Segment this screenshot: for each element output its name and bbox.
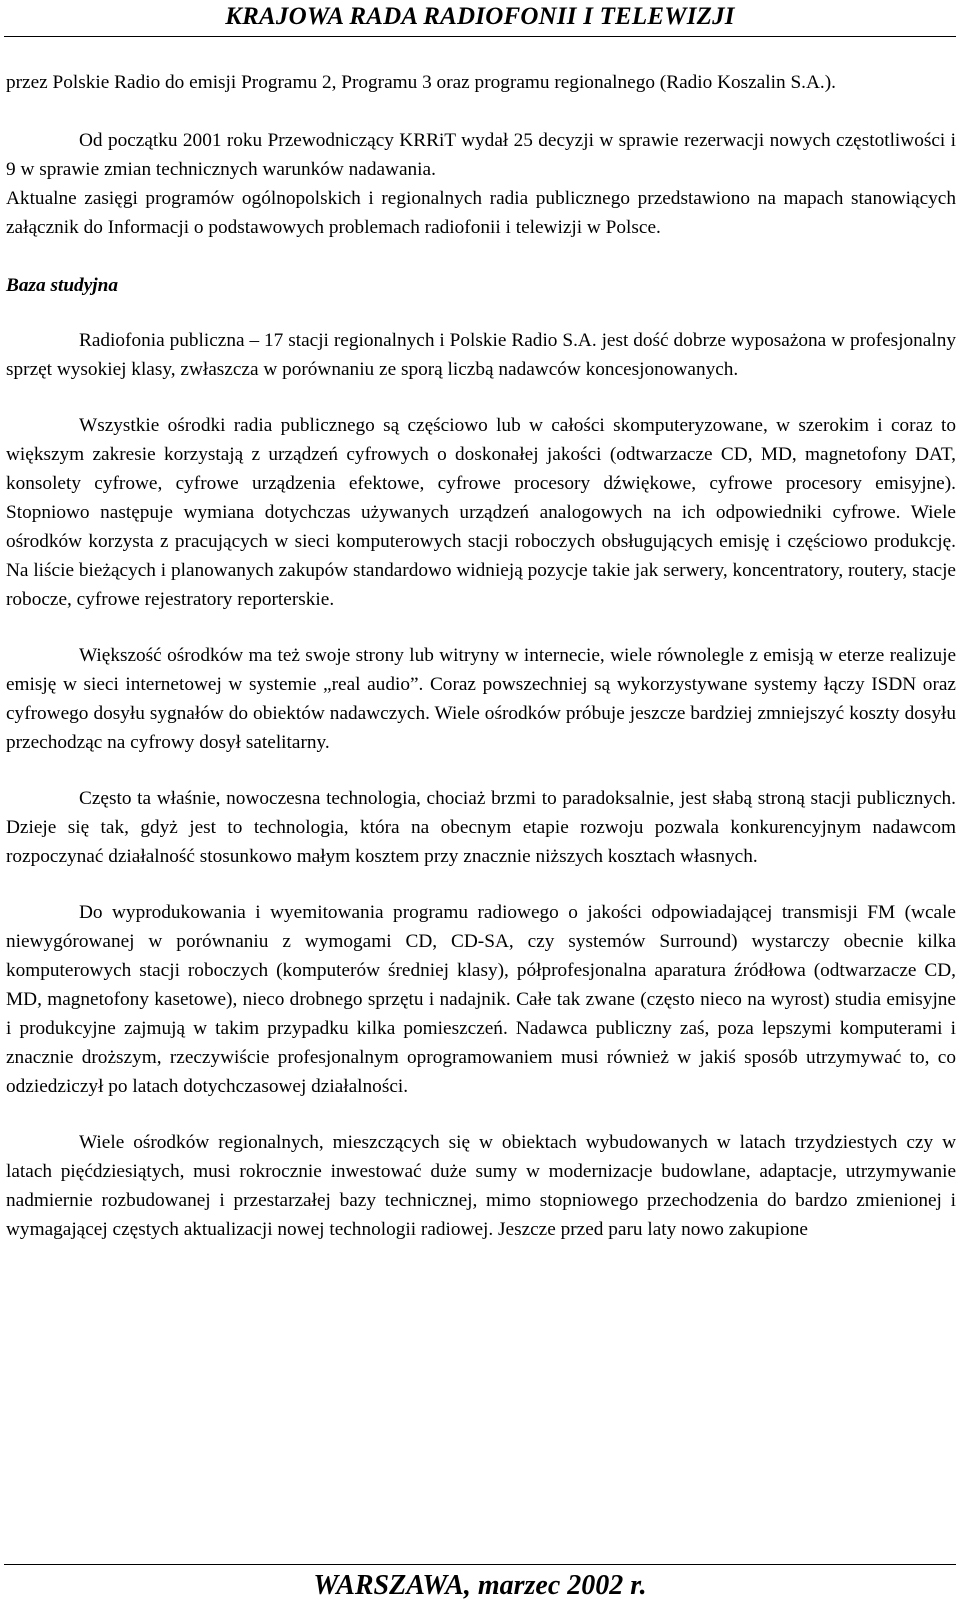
section-heading: Baza studyjna bbox=[6, 275, 118, 296]
paragraph-technology: Często ta właśnie, nowoczesna technologia, chociaż brzmi to paradoksalnie, jest słabą stroną stacji publicznych. Dzieje się tak, gdyż jest to technologia, która na obecnym etapie rozwoju pozwala konkurencyjnym nadawcom rozpoczynać działalność stosunkowo małym kosztem przy znacznie niższych kosztach własnych. bbox=[6, 788, 956, 867]
page-footer: WARSZAWA, marzec 2002 r. bbox=[313, 1570, 647, 1601]
paragraph-coverage-maps: Aktualne zasięgi programów ogólnopolskich i regionalnych radia publicznego przedstawiono na mapach stanowiących załącznik do Informacji o podstawowych problemach radiofonii i telewizji w Polsce. bbox=[6, 188, 956, 238]
paragraph-decisions: Od początku 2001 roku Przewodniczący KRRiT wydał 25 decyzji w sprawie rezerwacji nowych częstotliwości i 9 w sprawie zmian technicznych warunków nadawania. bbox=[6, 130, 956, 180]
header-divider bbox=[4, 36, 956, 37]
page-header: KRAJOWA RADA RADIOFONII I TELEWIZJI bbox=[225, 3, 735, 30]
paragraph-regional-centres: Wiele ośrodków regionalnych, mieszczących się w obiektach wybudowanych w latach trzydziestych czy w latach pięćdziesiątych, musi rokrocznie inwestować duże sumy w modernizacje budowlane, adaptacje, utrzymywanie nadmiernie rozbudowanej i przestarzałej bazy technicznej, mimo stopniowego przechodzenia do bardzo zmienionej i wymagającej częstych aktualizacji nowej technologii radiowej. Jeszcze przed paru laty nowo zakupione bbox=[6, 1132, 956, 1240]
paragraph-internet: Większość ośrodków ma też swoje strony lub witryny w internecie, wiele równolegle z emisją w eterze realizuje emisję w sieci internetowej w systemie „real audio”. Coraz powszechniej są wykorzystywane systemy łączy ISDN oraz cyfrowego dosyłu sygnałów do obiektów nadawczych. Wiele ośrodków próbuje jeszcze bardziej zmniejszyć koszty dosyłu przechodząc na cyfrowy dosył satelitarny. bbox=[6, 645, 956, 753]
paragraph-computerization: Wszystkie ośrodki radia publicznego są częściowo lub w całości skomputeryzowane, w szerokim i coraz to większym zakresie korzystają z urządzeń cyfrowych o doskonałej jakości (odtwarzacze CD, MD, magnetofony DAT, konsolety cyfrowe, cyfrowe urządzenia efektowe, cyfrowe procesory dźwiękowe, cyfrowe procesory emisyjne). Stopniowo następuje wymiana dotychczas używanych urządzeń analogowych na ich odpowiedniki cyfrowe. Wiele ośrodków korzysta z pracujących w sieci komputerowych stacji roboczych obsługujących emisję i częściowo produkcję. Na liście bieżących i planowanych zakupów standardowo widnieją pozycje takie jak serwery, koncentratory, routery, stacje robocze, cyfrowe rejestratory reporterskie. bbox=[6, 415, 956, 610]
document-body bbox=[6, 68, 956, 1271]
footer-divider bbox=[4, 1564, 956, 1565]
paragraph-continuation: przez Polskie Radio do emisji Programu 2, Programu 3 oraz programu regionalnego (Radio Koszalin S.A.). bbox=[6, 72, 836, 93]
paragraph-public-radio: Radiofonia publiczna – 17 stacji regionalnych i Polskie Radio S.A. jest dość dobrze wyposażona w profesjonalny sprzęt wysokiej klasy, zwłaszcza w porównaniu ze sporą liczbą nadawców koncesjonowanych. bbox=[6, 330, 956, 380]
paragraph-production-costs: Do wyprodukowania i wyemitowania programu radiowego o jakości odpowiadającej transmisji FM (wcale niewygórowanej w porównaniu z wymogami CD, CD-SA, czy systemów Surround) wystarczy obecnie kilka komputerowych stacji roboczych (komputerów średniej klasy), półprofesjonalna aparatura źródłowa (odtwarzacze CD, MD, magnetofony kasetowe), nieco drobnego sprzętu i nadajnik. Całe tak zwane (często nieco na wyrost) studia emisyjne i produkcyjne zajmują w takim przypadku kilka pomieszczeń. Nadawca publiczny zaś, poza lepszymi komputerami i znacznie droższym, rzeczywiście profesjonalnym oprogramowaniem musi również w jakiś sposób utrzymywać to, co odziedziczył po latach dotychczasowej działalności. bbox=[6, 902, 956, 1097]
